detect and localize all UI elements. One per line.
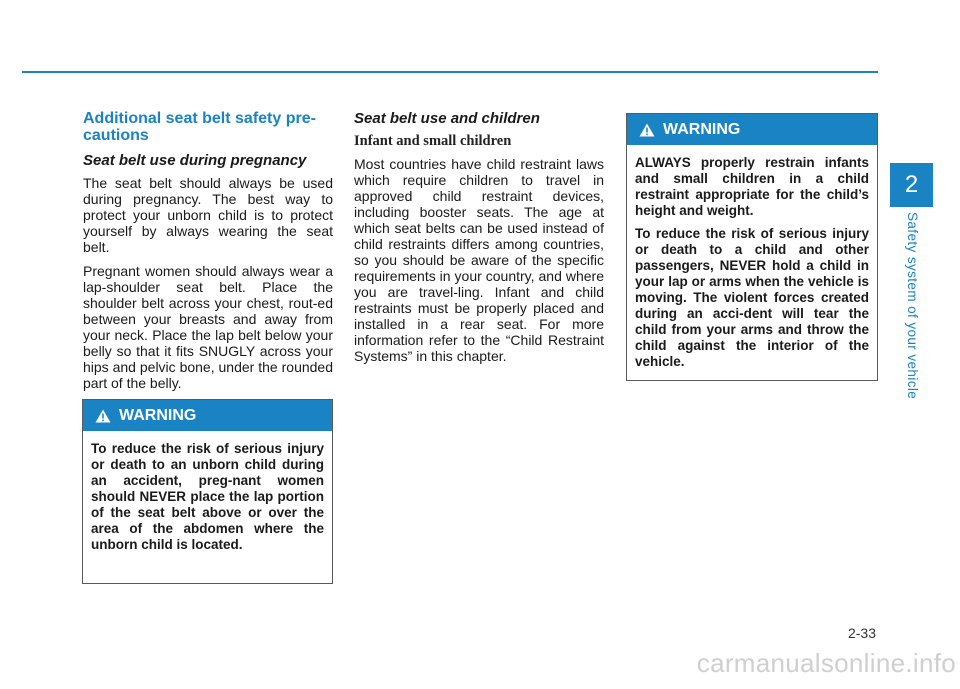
watermark: carmanualsonline.info bbox=[696, 648, 956, 678]
page-number: 2-33 bbox=[847, 625, 876, 641]
paragraph: The seat belt should always be used during pregnancy. The best way to protect your unborn child is to protect yourself by always wearing the seat belt. bbox=[83, 175, 333, 255]
warning-text: To reduce the risk of serious injury or death to an unborn child during an accident, preg-nant women should NEVER place the lap portion of the seat belt above or over the area of the abdomen where the unborn child is located. bbox=[91, 441, 324, 552]
warning-box-children bbox=[626, 113, 878, 381]
warning-label: WARNING bbox=[663, 121, 741, 138]
warning-box-pregnancy bbox=[82, 399, 333, 584]
column-left bbox=[83, 110, 333, 399]
subsection-title-pregnancy: Seat belt use during pregnancy bbox=[83, 152, 307, 169]
column-middle bbox=[354, 110, 604, 372]
warning-text: To reduce the risk of serious injury or death to a child and other passengers, NEVER hold a child in your lap or arms when the vehicle is moving. The violent forces created during an acci-dent will tear the child from your arms and throw the child against the interior of the vehicle. bbox=[635, 226, 869, 369]
warning-label: WARNING bbox=[119, 407, 197, 424]
chapter-title: Safety system of your vehicle bbox=[905, 212, 920, 400]
paragraph: Pregnant women should always wear a lap-shoulder seat belt. Place the shoulder belt across your chest, rout-ed between your breasts and away from your neck. Place the lap belt below your belly so that it fits SNUGLY across your hips and pelvic bone, under the rounded part of the belly. bbox=[83, 263, 333, 391]
chapter-tab: 2 bbox=[890, 163, 933, 207]
warning-triangle-icon bbox=[639, 123, 655, 137]
warning-header bbox=[627, 114, 877, 145]
heading-infant-small-children: Infant and small children bbox=[354, 133, 512, 149]
warning-text: ALWAYS properly restrain infants and small children in a child restraint appropriate for the child’s height and weight. bbox=[635, 155, 869, 218]
paragraph: Most countries have child restraint laws which require children to travel in approved child restraint devices, including booster seats. The age at which seat belts can be used instead of child restraints differs among countries, so you should be aware of the specific requirements in your country, and where you are travel-ling. Infant and child restraints must be properly placed and installed in a rear seat. For more information refer to the “Child Restraint Systems” in this chapter. bbox=[354, 156, 604, 364]
top-rule bbox=[22, 71, 878, 73]
warning-header bbox=[83, 400, 332, 431]
warning-body bbox=[83, 431, 332, 568]
section-title: Additional seat belt safety pre-cautions bbox=[83, 110, 316, 144]
warning-body bbox=[627, 145, 877, 385]
warning-triangle-icon bbox=[95, 409, 111, 423]
subsection-title-children: Seat belt use and children bbox=[354, 110, 540, 127]
